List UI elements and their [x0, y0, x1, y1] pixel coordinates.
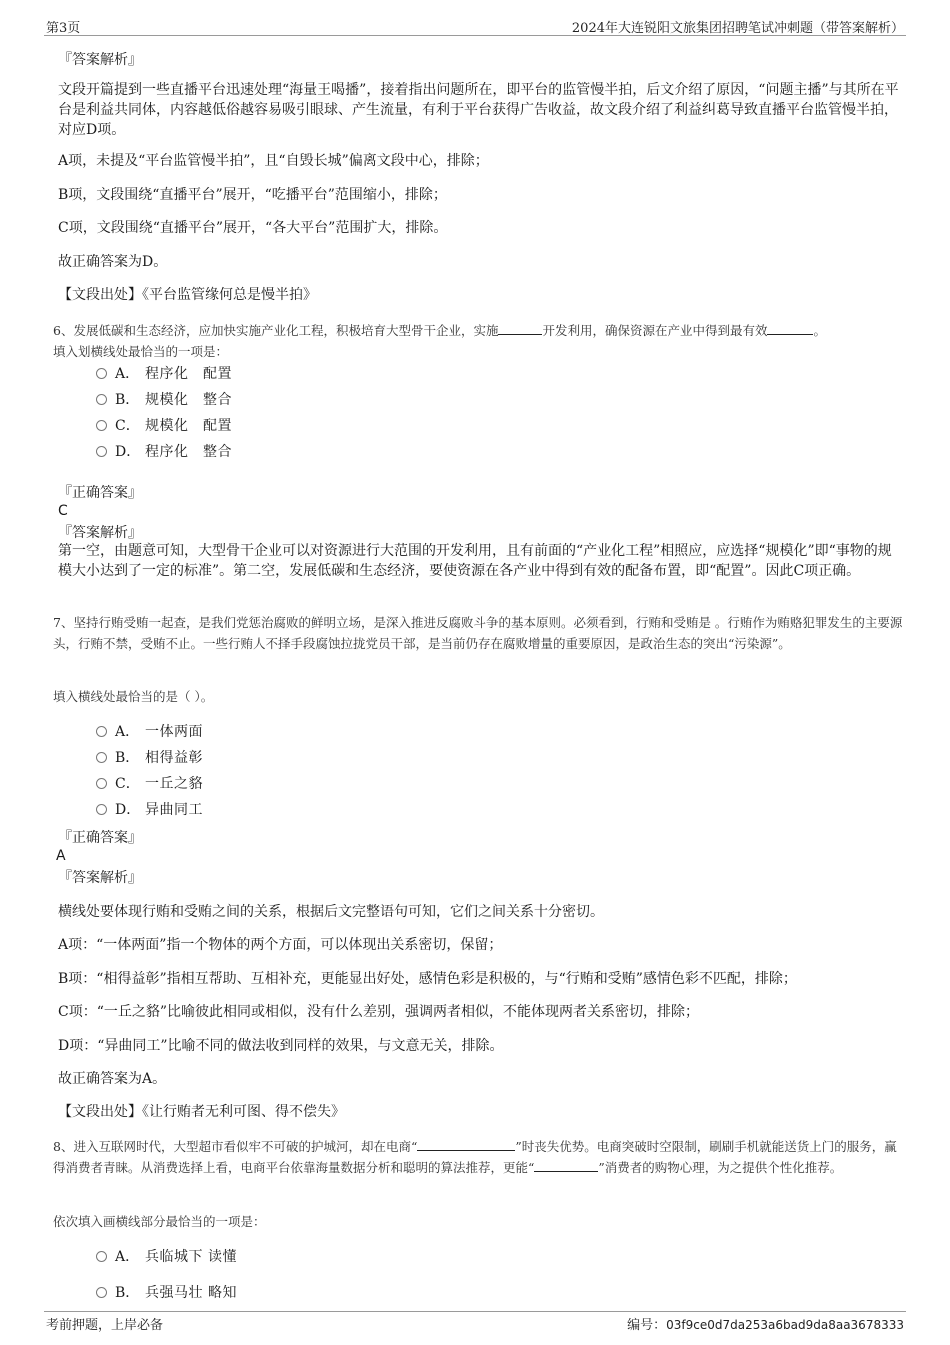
q7-option-a-explanation: A项：“一体两面”指一个物体的两个方面，可以体现出关系密切，保留；	[58, 937, 503, 953]
q6-option-a[interactable]	[96, 364, 232, 384]
option-text: 规模化 整合	[145, 392, 232, 408]
footer-slogan: 考前押题，上岸必备	[46, 1318, 164, 1333]
option-text: 规模化 配置	[145, 418, 232, 434]
q7-answer-label: 『正确答案』	[58, 830, 142, 846]
q7-option-b[interactable]	[96, 748, 203, 768]
page-number: 第3页	[46, 21, 81, 36]
q7-stem: 7、坚持行贿受贿一起查，是我们党惩治腐败的鲜明立场，是深入推进反腐败斗争的基本原则。必须看到，行贿和受贿是 。行贿作为贿赂犯罪发生的主要源头，行贿不禁，受贿不止。一些行贿人不择手段腐蚀拉拢党员干部，是当前仍存在腐败增量的重要原因，是政治生态的突出“污染源”。	[53, 615, 903, 651]
q7-analysis-text: 横线处要体现行贿和受贿之间的关系，根据后文完整语句可知，它们之间关系十分密切。	[58, 904, 604, 920]
q7-conclusion: 故正确答案为A。	[58, 1071, 167, 1087]
option-text: 相得益彰	[145, 750, 203, 766]
q8-stem	[53, 1137, 905, 1178]
q8-stem-end: ”消费者的购物心理，为之提供个性化推荐。	[598, 1159, 843, 1175]
radio-icon[interactable]	[96, 394, 107, 405]
radio-icon[interactable]	[96, 778, 107, 789]
radio-icon[interactable]	[96, 1251, 107, 1262]
q6-stem-end: 。	[813, 323, 826, 338]
q6-option-c[interactable]	[96, 416, 232, 436]
radio-icon[interactable]	[96, 726, 107, 737]
q6-analysis-label: 『答案解析』	[58, 525, 142, 541]
q5-option-c-explanation: C项，文段围绕“直播平台”展开，“各大平台”范围扩大，排除。	[58, 220, 448, 236]
radio-icon[interactable]	[96, 1287, 107, 1298]
document-title: 2024年大连锐阳文旅集团招聘笔试冲刺题（带答案解析）	[571, 21, 904, 36]
option-letter: D．	[115, 444, 141, 460]
q7-answer: A	[56, 848, 66, 864]
q7-option-a[interactable]	[96, 722, 203, 742]
radio-icon[interactable]	[96, 804, 107, 815]
option-letter: D．	[115, 802, 141, 818]
footer-code-value: 03f9ce0d7da253a6bad9da8aa3678333	[666, 1318, 904, 1332]
radio-icon[interactable]	[96, 446, 107, 457]
q5-option-b-explanation: B项，文段围绕“直播平台”展开，“吃播平台”范围缩小，排除；	[58, 187, 447, 203]
q5-source: 【文段出处】《平台监管缘何总是慢半拍》	[58, 287, 317, 303]
q7-option-d[interactable]	[96, 800, 203, 820]
q7-option-c-explanation: C项：“一丘之貉”比喻彼此相同或相似，没有什么差别，强调两者相似，不能体现两者关系密切，排除；	[58, 1004, 700, 1020]
option-text: 程序化 整合	[145, 444, 232, 460]
footer-rule	[44, 1311, 906, 1312]
option-text: 兵临城下 读懂	[145, 1249, 237, 1265]
footer-code-label: 编号：	[627, 1318, 667, 1333]
radio-icon[interactable]	[96, 368, 107, 379]
option-text: 一丘之貉	[145, 776, 203, 792]
q8-blank-2	[534, 1159, 598, 1172]
option-letter: B．	[115, 392, 140, 408]
q7-analysis-label: 『答案解析』	[58, 870, 142, 886]
option-letter: A．	[115, 366, 140, 382]
option-letter: C．	[115, 418, 140, 434]
q6-prompt: 填入划横线处最恰当的一项是：	[53, 343, 229, 359]
option-letter: A．	[115, 1249, 140, 1265]
option-text: 程序化 配置	[145, 366, 232, 382]
q6-answer: C	[58, 503, 68, 519]
q6-stem-mid: 开发利用，确保资源在产业中得到最有效	[542, 323, 768, 338]
q8-prompt: 依次填入画横线部分最恰当的一项是：	[53, 1214, 266, 1229]
option-text: 异曲同工	[145, 802, 203, 818]
footer-code	[627, 1314, 904, 1333]
q7-option-c[interactable]	[96, 774, 203, 794]
q8-option-a[interactable]	[96, 1247, 237, 1267]
option-letter: B．	[115, 1285, 140, 1301]
q7-option-d-explanation: D项：“异曲同工”比喻不同的做法收到同样的效果，与文意无关，排除。	[58, 1038, 504, 1054]
header-rule	[44, 35, 906, 36]
q6-blank-1	[498, 322, 542, 335]
q5-option-a-explanation: A项，未提及“平台监管慢半拍”，且“自毁长城”偏离文段中心，排除；	[58, 153, 489, 169]
q6-answer-label: 『正确答案』	[58, 485, 142, 501]
q8-blank-1	[417, 1138, 515, 1151]
q5-analysis-label: 『答案解析』	[58, 52, 142, 68]
radio-icon[interactable]	[96, 752, 107, 763]
q7-prompt: 填入横线处最恰当的是（ ）。	[53, 689, 214, 704]
q8-stem-mid: ”时丧失优势。电商突破时空限制，刷刷手机就能送货上门的服务，赢得消费者青睐。从消费选择上看，电商平台依靠海量数据分析和聪明的算法推荐，更能“	[53, 1139, 897, 1175]
q6-blank-2	[767, 322, 813, 335]
option-letter: B．	[115, 750, 140, 766]
q7-source: 【文段出处】《让行贿者无利可图、得不偿失》	[58, 1104, 345, 1120]
q6-option-b[interactable]	[96, 390, 232, 410]
option-letter: C．	[115, 776, 140, 792]
q6-stem	[53, 321, 905, 362]
q7-option-b-explanation: B项：“相得益彰”指相互帮助、互相补充，更能显出好处，感情色彩是积极的，与“行贿和受贿”感情色彩不匹配，排除；	[58, 971, 797, 987]
q5-conclusion: 故正确答案为D。	[58, 254, 168, 270]
q8-stem-prefix: 8、进入互联网时代，大型超市看似牢不可破的护城河，却在电商“	[53, 1139, 418, 1154]
radio-icon[interactable]	[96, 420, 107, 431]
q6-analysis-text: 第一空，由题意可知，大型骨干企业可以对资源进行大范围的开发利用，且有前面的“产业化工程”相照应，应选择“规模化”即“事物的规模大小达到了一定的标准”。第二空，发展低碳和生态经济，要使资源在各产业中得到有效的配备布置，即“配置”。因此C项正确。	[58, 543, 892, 579]
option-text: 兵强马壮 略知	[145, 1285, 237, 1301]
q5-analysis-text: 文段开篇提到一些直播平台迅速处理“海量王喝播”，接着指出问题所在，即平台的监管慢半拍，后文介绍了原因，“问题主播”与其所在平台是利益共同体，内容越低俗越容易吸引眼球、产生流量，有利于平台获得广告收益，故文段介绍了利益纠葛导致直播平台监管慢半拍，对应D项。	[58, 82, 899, 138]
option-text: 一体两面	[145, 724, 203, 740]
q6-option-d[interactable]	[96, 442, 232, 462]
q8-option-b[interactable]	[96, 1283, 237, 1303]
q6-stem-prefix: 6、发展低碳和生态经济，应加快实施产业化工程，积极培育大型骨干企业，实施	[53, 323, 499, 338]
option-letter: A．	[115, 724, 140, 740]
